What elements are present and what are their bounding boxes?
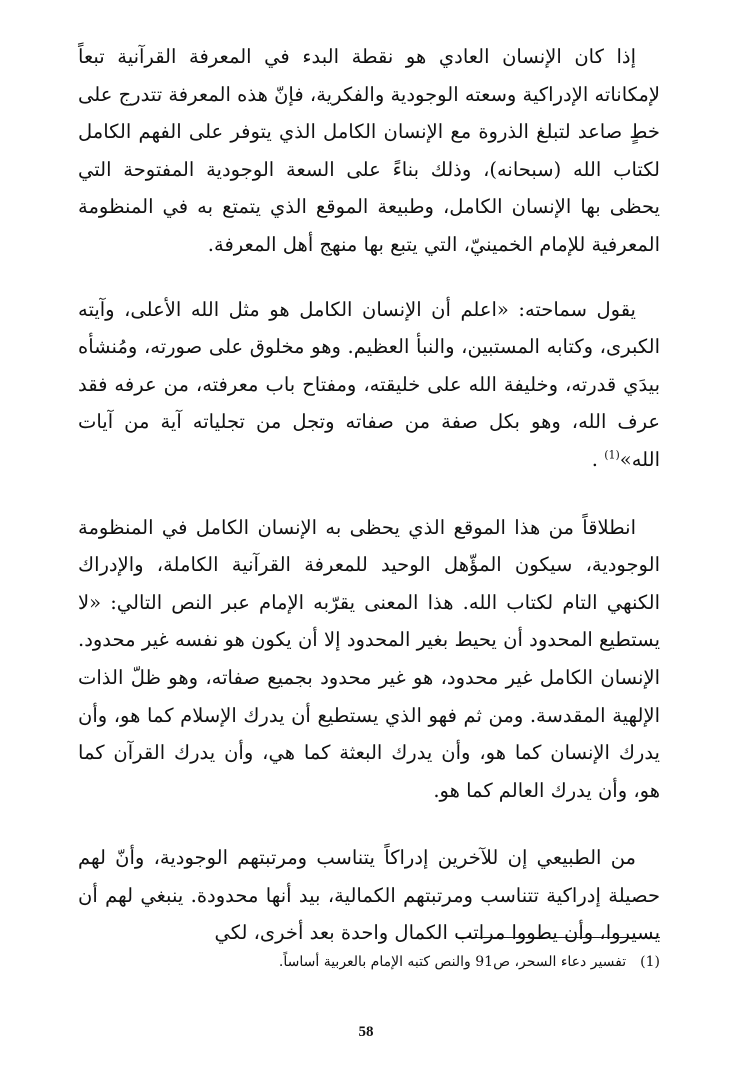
footnote-divider: [456, 937, 660, 938]
footnote: [100, 951, 660, 973]
page-body: [78, 38, 660, 981]
paragraph-4: من الطبيعي إن للآخرين إدراكاً يتناسب ومرتبتهم الوجودية، وأنّ لهم حصيلة إدراكية تتناسب ومرتبتهم الكمالية، بيد أنها محدودة. ينبغي لهم أن يسيروا، وأن يطووا مراتب الكمال واحدة بعد أخرى، لكي: [78, 846, 660, 945]
paragraph-2-end: .: [591, 447, 598, 471]
paragraph-2-text: يقول سماحته: «اعلم أن الإنسان الكامل هو مثل الله الأعلى، وآيته الكبرى، وكتابه المستبين، والنبأ العظيم. وهو مخلوق على صورته، ومُنشأه بيدَي قدرته، وخليفة الله على خليقته، ومفتاح باب معرفته، من عرفه فقد عرف الله، وهو بكل صفة من صفاته وتجل من تجلياته آية من آيات الله»: [78, 297, 660, 471]
paragraph-2: [78, 291, 660, 479]
page-number: 58: [358, 1024, 374, 1040]
footnote-text: تفسير دعاء السحر، ص91 والنص كتبه الإمام بالعربية أساساً.: [278, 954, 627, 970]
paragraph-1: إذا كان الإنسان العادي هو نقطة البدء في المعرفة القرآنية تبعاً لإمكاناته الإدراكية وسعته الوجودية والفكرية، فإنّ هذه المعرفة تتدرج على خطٍ صاعد لتبلغ الذروة مع الإنسان الكامل الذي يتوفر على الفهم الكامل لكتاب الله (سبحانه)، وذلك بناءً على السعة الوجودية المفتوحة التي يحظى بها الإنسان الكامل، وطبيعة الموقع الذي يتمتع به في المنظومة المعرفية للإمام الخمينيّ، التي يتبع بها منهج أهل المعرفة.: [78, 45, 660, 256]
paragraph-3: انطلاقاً من هذا الموقع الذي يحظى به الإنسان الكامل في المنظومة الوجودية، سيكون المؤّهل الوحيد للمعرفة القرآنية الكاملة، والإدراك الكنهي التام لكتاب الله. هذا المعنى يقرّبه الإمام عبر النص التالي: «لا يستطيع المحدود أن يحيط بغير المحدود إلا أن يكون هو نفسه غير محدود. الإنسان الكامل غير محدود، هو غير محدود بجميع صفاته، وهو ظلّ الذات الإلهية المقدسة. ومن ثم فهو الذي يستطيع أن يدرك الإسلام كما هو، وأن يدرك الإنسان كما هو، وأن يدرك البعثة كما هي، وأن يدرك القرآن كما هو، وأن يدرك العالم كما هو.: [78, 515, 660, 802]
footnote-number: (1): [640, 954, 660, 970]
footnote-reference[interactable]: (1): [604, 448, 620, 462]
